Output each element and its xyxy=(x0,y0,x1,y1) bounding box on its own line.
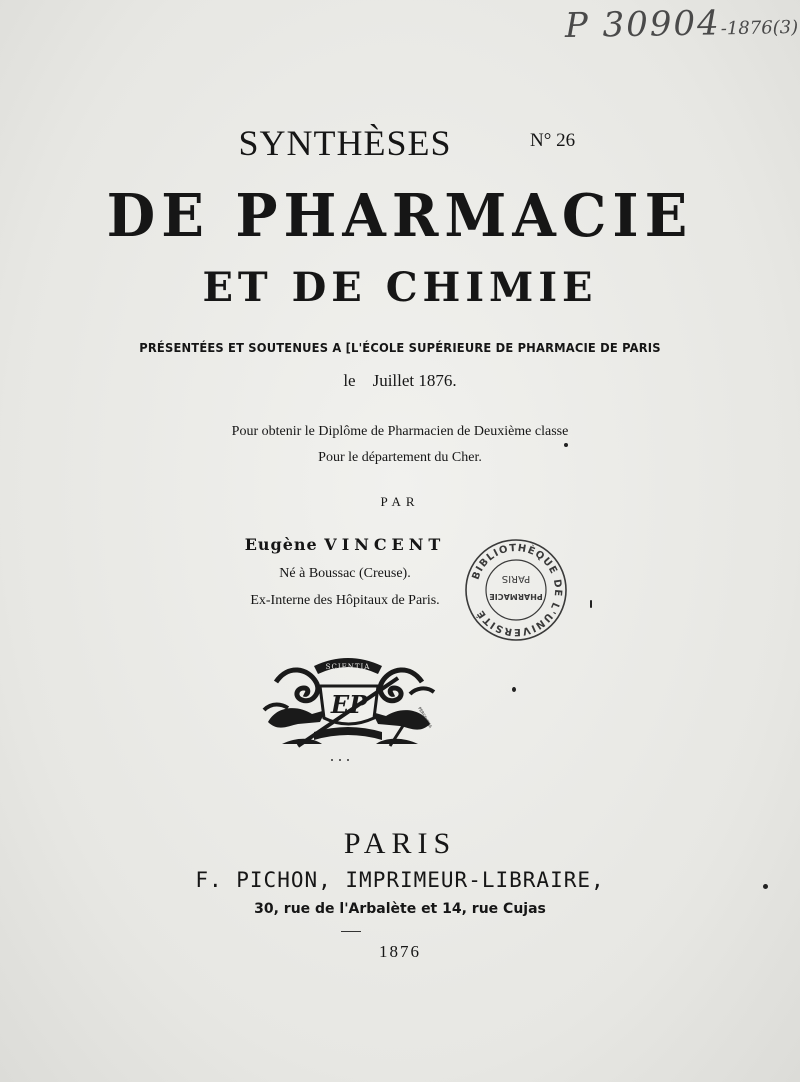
par-label: PAR xyxy=(380,494,420,509)
defense-date: le Juillet 1876. xyxy=(343,371,457,390)
author-title: Ex-Interne des Hôpitaux de Paris. xyxy=(250,593,440,608)
imprint-city: PARIS xyxy=(343,827,457,860)
svg-text:BIBLIOTHÈQUE DE L'UNIVERSITÉ xyxy=(471,543,564,637)
imprint-printer: F. PICHON, IMPRIMEUR-LIBRAIRE, xyxy=(195,868,605,892)
ink-speck xyxy=(564,443,568,447)
title-line-3: ET DE CHIMIE xyxy=(202,264,598,311)
imprint-address: 30, rue de l'Arbalète et 14, rue Cujas xyxy=(254,901,546,917)
presented-statement: PRÉSENTÉES ET SOUTENUES A [L'ÉCOLE SUPÉRIEURE DE PHARMACIE DE PARIS xyxy=(139,340,661,355)
shelfmark-number: P 30904 xyxy=(564,3,722,47)
printer-emblem-icon xyxy=(258,652,440,750)
emblem-monogram: EP xyxy=(330,690,368,719)
author-surname: VINCENT xyxy=(324,535,446,554)
emblem-ribbon-text: PERSEVERA xyxy=(417,706,434,729)
stamp-ring-text: BIBLIOTHÈQUE DE L'UNIVERSITÉ xyxy=(470,542,564,638)
divider-rule xyxy=(341,931,361,932)
imprint-year: 1876 xyxy=(379,942,421,961)
ink-speck xyxy=(590,600,592,608)
ink-speck xyxy=(512,687,516,692)
thesis-number: N° 26 xyxy=(530,130,576,151)
stamp-center-top: PARIS xyxy=(501,573,531,584)
library-stamp-icon xyxy=(464,538,568,642)
department-line: Pour le département du Cher. xyxy=(318,450,482,465)
author-first-name: Eugène xyxy=(244,535,318,554)
ink-speck xyxy=(763,884,768,889)
emblem-banner-text: SCIENTIA xyxy=(325,663,371,671)
ornament-dots xyxy=(320,757,360,763)
shelfmark-handwritten xyxy=(565,2,800,62)
title-line-1: SYNTHÈSES xyxy=(238,123,452,163)
stamp-center-bottom: PHARMACIE xyxy=(489,592,543,601)
author-birthplace: Né à Boussac (Creuse). xyxy=(279,566,411,581)
diploma-purpose: Pour obtenir le Diplôme de Pharmacien de Deuxième classe xyxy=(231,424,569,439)
title-line-2: DE PHARMACIE xyxy=(106,181,694,251)
shelfmark-suffix: -1876(3) xyxy=(720,16,799,40)
